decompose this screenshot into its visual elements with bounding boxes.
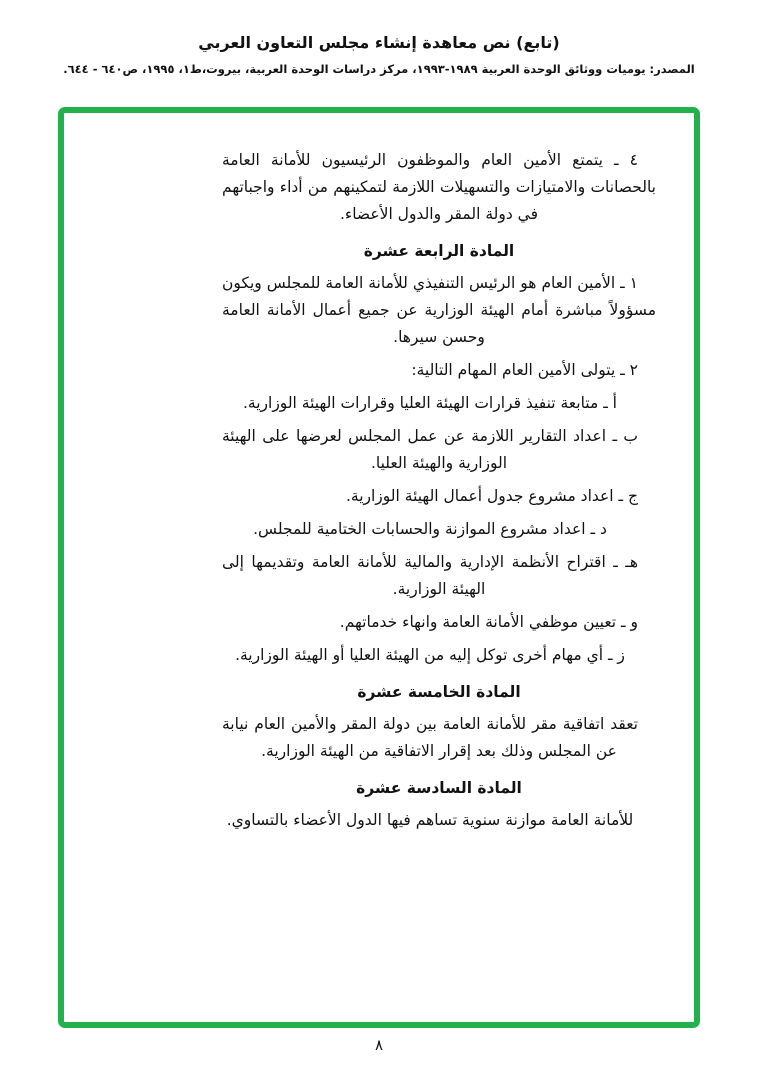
item-h-paragraph: هـ ـ اقتراح الأنظمة الإدارية والمالية للأمانة العامة وتقديمها إلى الهيئة الوزارية. <box>222 553 638 598</box>
article-16-paragraph: للأمانة العامة موازنة سنوية تساهم فيها الدول الأعضاء بالتساوي. <box>226 811 634 829</box>
item-a-paragraph: أ ـ متابعة تنفيذ قرارات الهيئة العليا وقرارات الهيئة الوزارية. <box>242 394 617 412</box>
article-14-heading: المادة الرابعة عشرة <box>363 242 515 260</box>
page-number: ٨ <box>374 1036 384 1054</box>
item-d-paragraph: د ـ اعداد مشروع الموازنة والحسابات الختامية للمجلس. <box>253 520 607 538</box>
clause-2-intro: ٢ ـ يتولى الأمين العام المهام التالية: <box>411 361 638 379</box>
document-body <box>222 147 656 834</box>
clause-4-paragraph: ٤ ـ يتمتع الأمين العام والموظفون الرئيسيون للأمانة العامة بالحصانات والامتيازات والتسهيلات اللازمة لتمكينهم من أداء واجباتهم في دولة المقر والدول الأعضاء. <box>222 151 656 223</box>
document-title: (تابع) نص معاهدة إنشاء مجلس التعاون العربي <box>198 33 560 52</box>
article-16-heading: المادة السادسة عشرة <box>356 779 522 797</box>
document-frame <box>58 107 700 1028</box>
item-c-paragraph: ج ـ اعداد مشروع جدول أعمال الهيئة الوزارية. <box>345 487 638 505</box>
clause-1-paragraph: ١ ـ الأمين العام هو الرئيس التنفيذي للأمانة العامة للمجلس ويكون مسؤولاً مباشرة أمام الهيئة الوزارية عن جميع أعمال الأمانة العامة وحسن سيرها. <box>222 274 656 346</box>
item-w-paragraph: و ـ تعيين موظفي الأمانة العامة وانهاء خدماتهم. <box>339 613 638 631</box>
item-z-paragraph: ز ـ أي مهام أخرى توكل إليه من الهيئة العليا أو الهيئة الوزارية. <box>235 646 625 664</box>
item-b-paragraph: ب ـ اعداد التقارير اللازمة عن عمل المجلس لعرضها على الهيئة الوزارية والهيئة العليا. <box>222 427 638 472</box>
source-citation: المصدر: يوميات ووثائق الوحدة العربية ١٩٨٩-١٩٩٣، مركز دراسات الوحدة العربية، بيروت،ط١، ١٩٩٥، ص٦٤٠ - ٦٤٤. <box>63 62 695 76</box>
article-15-paragraph: تعقد اتفاقية مقر للأمانة العامة بين دولة المقر والأمين العام نيابة عن المجلس وذلك بعد إقرار الاتفاقية من الهيئة الوزارية. <box>222 715 638 760</box>
article-15-heading: المادة الخامسة عشرة <box>357 683 521 701</box>
